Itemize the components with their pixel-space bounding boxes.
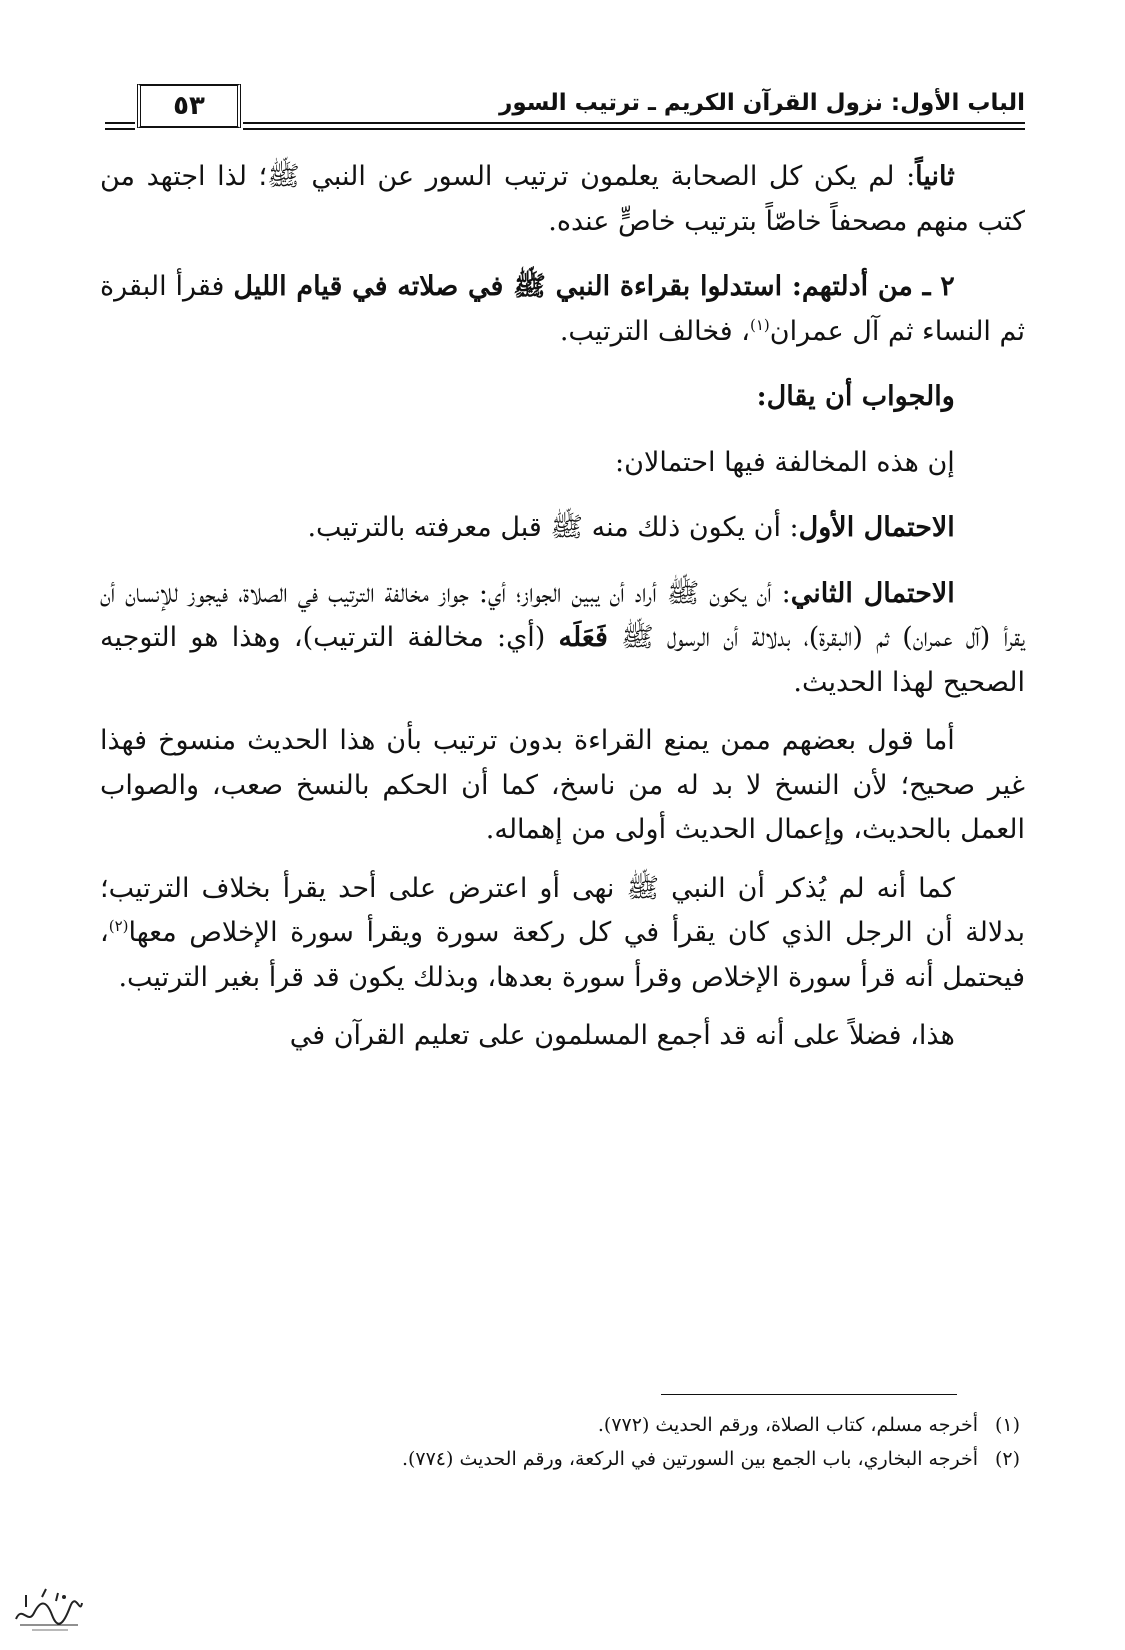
header-rule (243, 122, 1025, 124)
paragraph-text: : لم يكن كل الصحابة يعلمون ترتيب السور عن النبي ﷺ؛ لذا اجتهد من كتب منهم مصحفاً خاصّاً بترتيب خاصٍّ عنده. (100, 161, 1025, 237)
paragraph-text: ، فيحتمل أنه قرأ سورة الإخلاص وقرأ سورة بعدها، وبذلك يكون قد قرأ بغير الترتيب. (100, 917, 1025, 993)
header-rule-left (105, 122, 135, 124)
paragraph (100, 155, 1025, 244)
paragraph-lead: ثانياً (915, 161, 955, 192)
publisher-logo-icon (12, 1585, 86, 1635)
chapter-title: الباب الأول: نزول القرآن الكريم ـ ترتيب السور (499, 90, 1025, 116)
page-number: ٥٣ (137, 84, 241, 128)
paragraph-text: فقرأ البقرة ثم النساء ثم آل عمران (100, 271, 1025, 347)
header-rule-left (105, 128, 135, 130)
paragraph-text: : أن يكون ذلك منه ﷺ قبل معرفته بالترتيب. (307, 512, 799, 543)
paragraph-lead: الاحتمال الثاني (790, 577, 955, 609)
footnotes (100, 1408, 1020, 1476)
paragraph (100, 572, 1025, 706)
paragraph (100, 265, 1025, 354)
emphasis: فَعَلَه (558, 622, 608, 653)
header-rule (243, 128, 1025, 130)
paragraph-lead: ٢ ـ من أدلتهم: استدلوا بقراءة النبي ﷺ في صلاته في قيام الليل (233, 271, 955, 302)
paragraph (100, 867, 1025, 1001)
footnote (100, 1408, 1020, 1442)
footnote-separator (661, 1394, 957, 1395)
paragraph-heading: والجواب أن يقال: (756, 381, 955, 412)
footnote (100, 1442, 1020, 1476)
paragraph (100, 506, 1025, 551)
footnote-number: (١) (994, 1414, 1020, 1436)
footnote-text: أخرجه البخاري، باب الجمع بين السورتين في الركعة، ورقم الحديث (٧٧٤). (401, 1448, 978, 1470)
footnote-text: أخرجه مسلم، كتاب الصلاة، ورقم الحديث (٧٧٢). (597, 1414, 978, 1436)
paragraph: أما قول بعضهم ممن يمنع القراءة بدون ترتيب بأن هذا الحديث منسوخ فهذا غير صحيح؛ لأن النسخ لا بد له من ناسخ، كما أن الحكم بالنسخ صعب، والصواب العمل بالحديث، وإعمال الحديث أولى من إهماله. (100, 725, 1025, 845)
paragraph-text: كما أنه لم يُذكر أن النبي ﷺ نهى أو اعترض على أحد يقرأ بخلاف الترتيب؛ بدلالة أن الرجل الذي كان يقرأ في كل ركعة سورة ويقرأ سورة الإخلاص معها (100, 872, 1025, 948)
body-text (100, 155, 1025, 1080)
paragraph-lead: الاحتمال الأول (798, 512, 955, 543)
footnote-ref[interactable]: (٢) (108, 917, 129, 935)
paragraph: إن هذه المخالفة فيها احتمالان: (615, 446, 955, 478)
paragraph-text: (أي: مخالفة الترتيب)، وهذا هو التوجيه الصحيح لهذا الحديث. (100, 622, 1025, 698)
paragraph-text: : أن يكون ﷺ أراد أن يبين الجواز؛ أي: جواز مخالفة الترتيب في الصلاة، فيجوز للإنسان أن يقرأ (آل عمران) ثم (البقرة)، بدلالة أن الرسول ﷺ (100, 577, 1025, 653)
footnote-ref[interactable]: (١) (749, 315, 770, 334)
paragraph: هذا، فضلاً على أنه قد أجمع المسلمون على تعليم القرآن في (289, 1020, 955, 1051)
paragraph-text: ، فخالف الترتيب. (559, 315, 750, 347)
footnote-number: (٢) (994, 1448, 1020, 1470)
running-header (105, 84, 1025, 136)
